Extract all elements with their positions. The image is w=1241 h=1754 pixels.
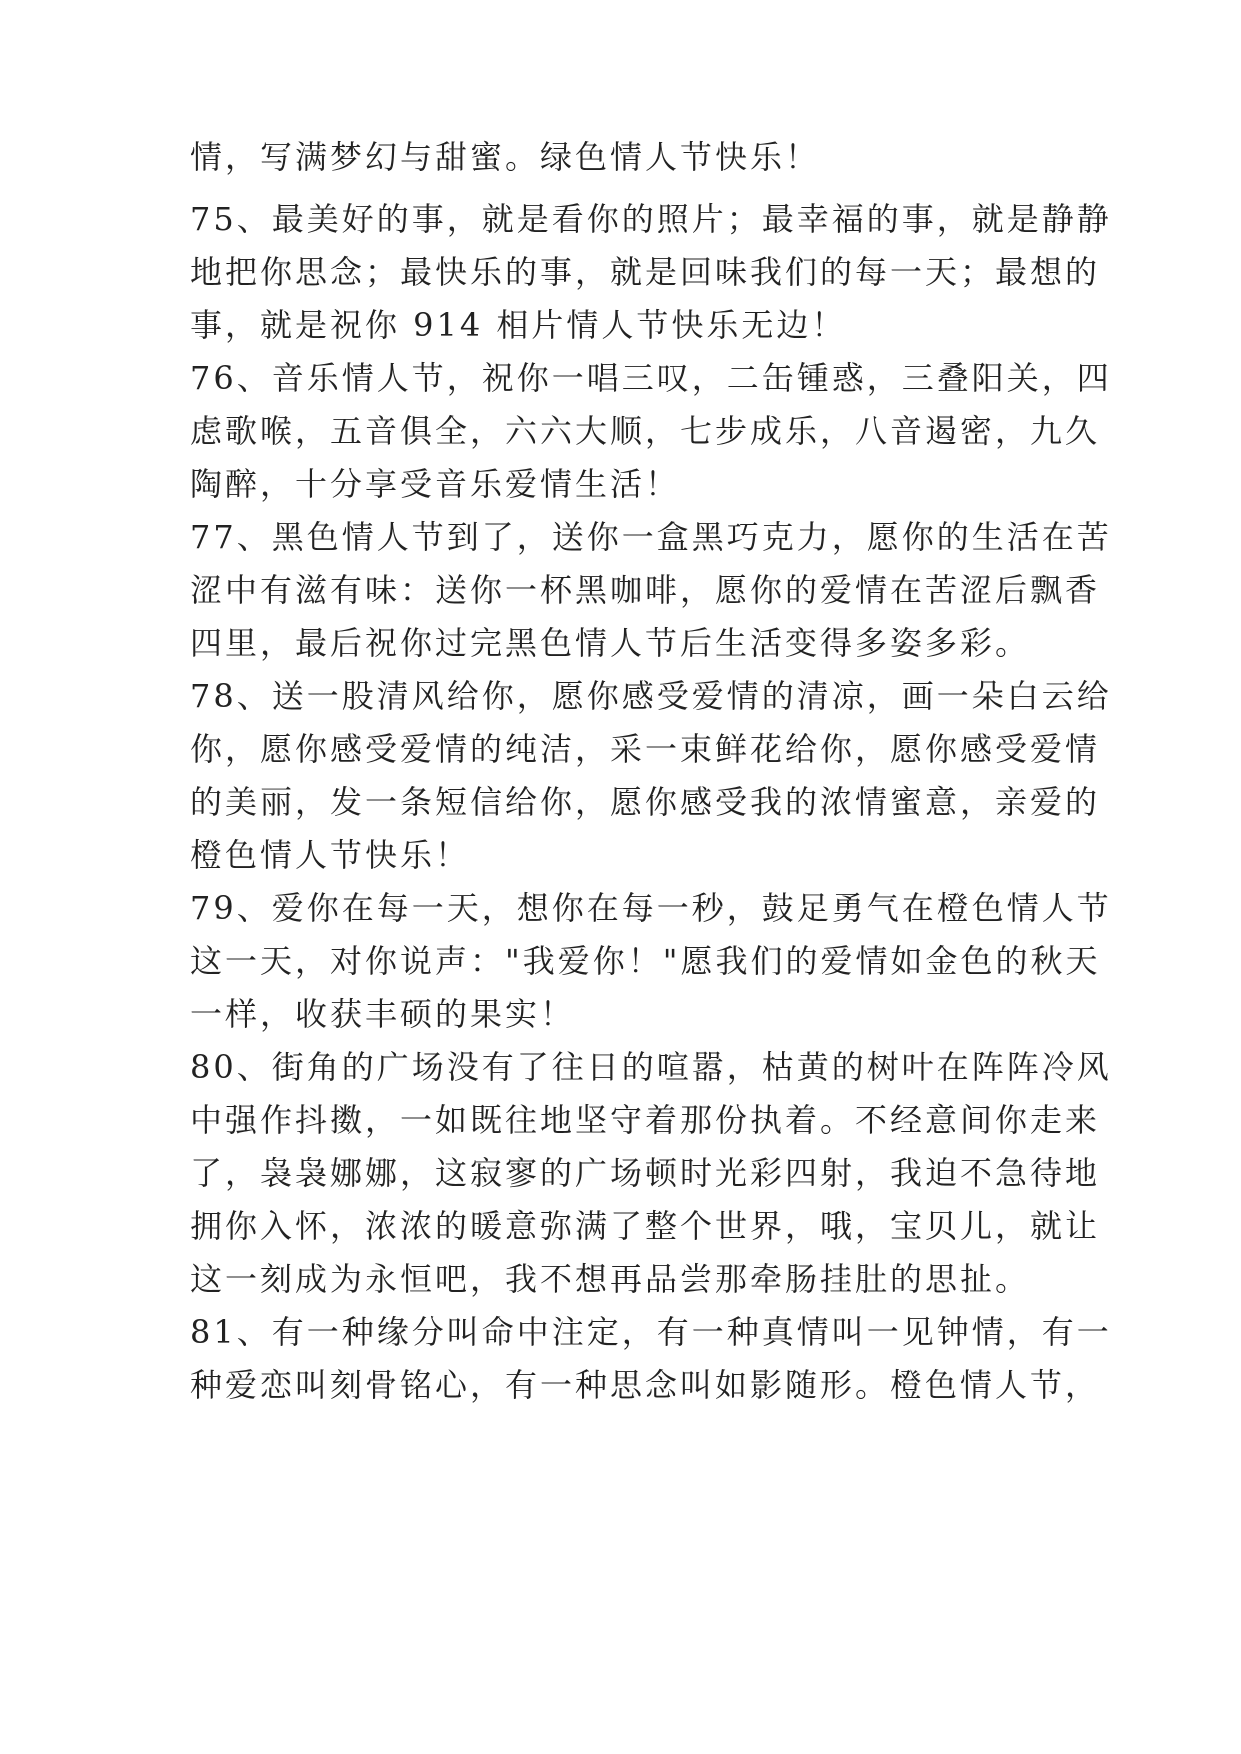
text-line: 81、有一种缘分叫命中注定，有一种真情叫一见钟情，有一: [190, 1313, 1112, 1351]
text-line: 75、最美好的事，就是看你的照片；最幸福的事，就是静静: [190, 200, 1112, 238]
text-line: 中强作抖擞，一如既往地坚守着那份执着。不经意间你走来: [190, 1101, 1101, 1139]
text-line: 了，袅袅娜娜，这寂寥的广场顿时光彩四射，我迫不急待地: [190, 1154, 1101, 1192]
text-line: 涩中有滋有味：送你一杯黑咖啡，愿你的爱情在苦涩后飘香: [190, 571, 1101, 609]
text-line: 虑歌喉，五音俱全，六六大顺，七步成乐，八音遏密，九久: [190, 412, 1101, 450]
text-line: 陶醉，十分享受音乐爱情生活！: [190, 465, 681, 503]
text-line: 的美丽，发一条短信给你，愿你感受我的浓情蜜意，亲爱的: [190, 783, 1101, 821]
text-line: 种爱恋叫刻骨铭心，有一种思念叫如影随形。橙色情人节，: [190, 1366, 1101, 1404]
text-line: 事，就是祝你 914 相片情人节快乐无边！: [190, 306, 847, 344]
text-line: 橙色情人节快乐！: [190, 836, 471, 874]
text-line: 这一天，对你说声："我爱你！"愿我们的爱情如金色的秋天: [190, 942, 1101, 980]
text-line: 79、爱你在每一天，想你在每一秒，鼓足勇气在橙色情人节: [190, 889, 1112, 927]
text-line: 一样，收获丰硕的果实！: [190, 995, 576, 1033]
text-line: 拥你入怀，浓浓的暖意弥满了整个世界，哦，宝贝儿，就让: [190, 1207, 1101, 1245]
text-line: 77、黑色情人节到了，送你一盒黑巧克力，愿你的生活在苦: [190, 518, 1112, 556]
text-line: 这一刻成为永恒吧，我不想再品尝那牵肠挂肚的思扯。: [190, 1260, 1031, 1298]
text-line: 80、街角的广场没有了往日的喧嚣，枯黄的树叶在阵阵冷风: [190, 1048, 1112, 1086]
text-line: 地把你思念；最快乐的事，就是回味我们的每一天；最想的: [190, 253, 1101, 291]
text-line: 四里，最后祝你过完黑色情人节后生活变得多姿多彩。: [190, 624, 1031, 662]
text-line: 76、音乐情人节，祝你一唱三叹，二缶锺惑，三叠阳关，四: [190, 359, 1112, 397]
text-line: 你，愿你感受爱情的纯洁，采一束鲜花给你，愿你感受爱情: [190, 730, 1101, 768]
text-line: 78、送一股清风给你，愿你感受爱情的清凉，画一朵白云给: [190, 677, 1112, 715]
text-line: 情，写满梦幻与甜蜜。绿色情人节快乐！: [190, 138, 821, 176]
